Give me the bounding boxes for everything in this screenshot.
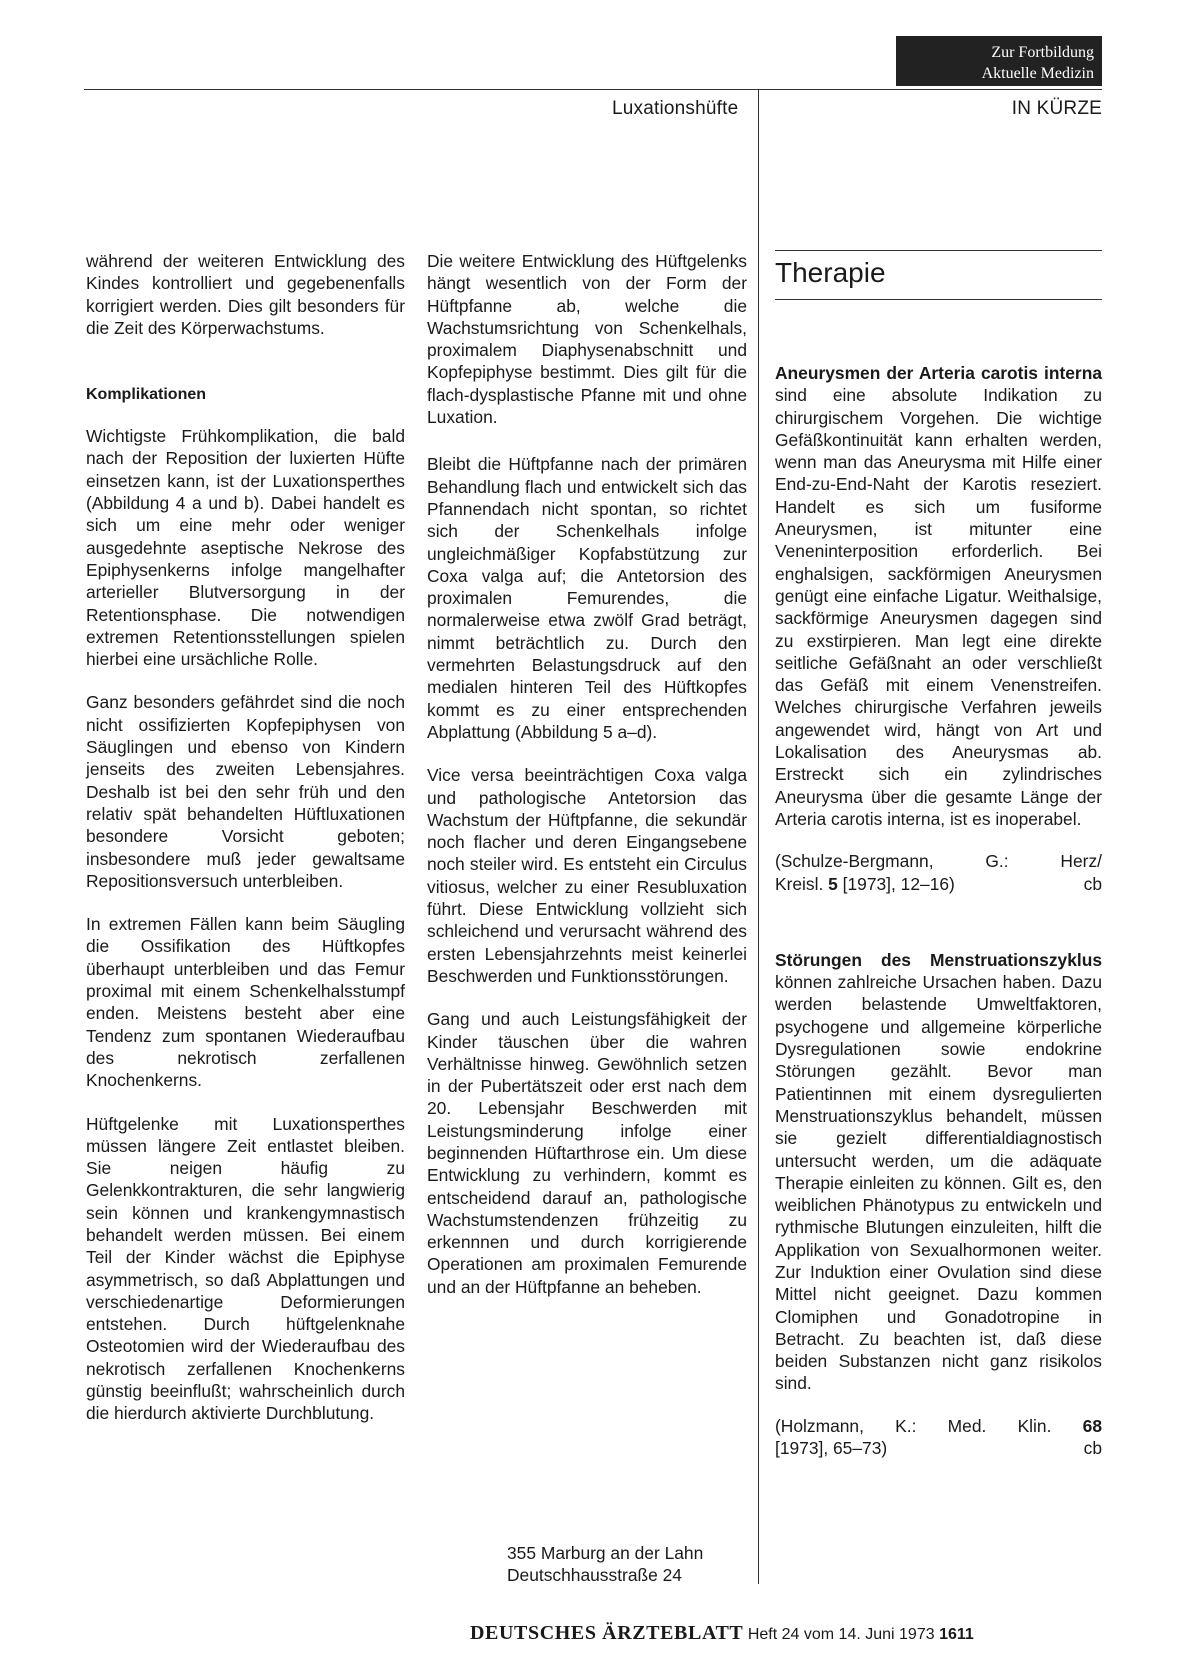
paragraph: Gang und auch Leistungsfähigkeit der Kinder täuschen über die wahren Verhältnisse hinweg. Gewöhnlich setzen in der Pubertätszeit oder erst nach dem 20. Lebensjahr Beschwerden mit Leistungsminderung infolge einer beginnenden Hüftarthrose ein. Um diese Entwicklung zu verhindern, kommt es entscheidend darauf an, pathologische Wachstumstendenzen frühzeitig zu erkennnen und durch korrigierende Operationen am proximalen Femurende und an der Hüftpfanne an beheben. bbox=[427, 1009, 747, 1297]
therapie-rule-bottom bbox=[775, 299, 1102, 300]
paragraph: Hüftgelenke mit Luxationsperthes müssen längere Zeit entlastet bleiben. Sie neigen häufig zu Gelenkkontrakturen, die sehr langwierig sein können und krankengymnastisch behandelt werden müssen. Bei einem Teil der Kinder wächst die Epiphyse asymmetrisch, so daß Abplattungen und verschiedenartige Deformierungen entstehen. Durch hüftgelenknahe Osteotomien wird der Wiederaufbau des nekrotisch zerfallenen Knochenkerns günstig beeinflußt; wahrscheinlich durch die hierdurch aktivierte Durchblutung. bbox=[86, 1113, 405, 1424]
brief-item-text: können zahlreiche Ursachen haben. Dazu werden belastende Umweltfaktoren, psychogene und allgemeine körperliche Dysregulationen sowie endokrine Störungen gezählt. Bevor man Patientinnen mit einem dysregulierten Menstruationszyklus behandelt, müssen sie gezielt differentialdiagnostisch untersucht werden, um die adäquate Therapie einleiten zu können. Gilt es, den weiblichen Phänotypus zu entwickeln und rythmische Blutungen einzuleiten, hilft die Applikation von Sexualhormonen weiter. Zur Induktion einer Ovulation sind diese Mittel nicht geeignet. Dazu kommen Clomiphen und Gonadotropine in Betracht. Zu beachten ist, daß diese beiden Substanzen nicht ganz risikolos sind. bbox=[775, 972, 1102, 1394]
article-column-2 bbox=[427, 250, 747, 1298]
magazine-name: DEUTSCHES ÄRZTEBLATT bbox=[470, 1622, 744, 1644]
paragraph: Ganz besonders gefährdet sind die noch nicht ossifizierten Kopfepiphysen von Säuglingen und ebenso von Kindern jenseits des zweiten Lebensjahres. Deshalb ist bei den sehr früh und den relativ spät behandelten Hüftluxationen besondere Vorsicht geboten; insbesondere muß jeder gewaltsame Repositionsversuch unterbleiben. bbox=[86, 692, 405, 891]
address-line-2: Deutschhausstraße 24 bbox=[507, 1565, 682, 1586]
paragraph: In extremen Fällen kann beim Säugling die Ossifikation des Hüftkopfes überhaupt unterbleiben und das Femur proximal mit einem Schenkelhalsstumpf enden. Meistens besteht aber eine Tendenz zum spontanen Wiederaufbau des nekrotisch zerfallenen Knochenkerns. bbox=[86, 914, 405, 1091]
reference-source bbox=[775, 873, 955, 895]
reference-line-2 bbox=[775, 1437, 1102, 1459]
page-footer bbox=[470, 1622, 974, 1645]
header-rule bbox=[84, 89, 1102, 90]
reference bbox=[775, 850, 1102, 895]
paragraph: während der weiteren Entwicklung des Kindes kontrolliert und gegebenenfalls korrigiert werden. Dies gilt besonders für die Zeit des Körperwachstums. bbox=[86, 251, 405, 338]
brief-item bbox=[775, 949, 1102, 1395]
brief-item-text: sind eine absolute Indikation zu chirurgischem Vorgehen. Die wichtige Gefäßkontinuität kann erhalten werden, wenn man das Aneurysma mit Hilfe einer End-zu-End-Naht der Karotis reseziert. Handelt es sich um fusiforme Aneurysmen, ist mitunter eine Veneninterposition erforderlich. Bei enghalsigen, sackförmigen Aneurysmen genügt eine einfache Ligatur. Weithalsige, sackförmige Aneurysmen dagegen sind zu exstirpieren. Man legt eine direkte seitliche Gefäßnaht an oder verschließt das Gefäß mit einem Venenstreifen. Welches chirurgische Verfahren jeweils angewendet wird, hängt von Art und Lokalisation des Aneurysmas ab. Erstreckt sich ein zylindrisches Aneurysma über die gesamte Länge der Arteria carotis interna, ist es inoperabel. bbox=[775, 385, 1102, 829]
therapie-rule-top bbox=[775, 250, 1102, 251]
issue-info: Heft 24 vom 14. Juni 1973 bbox=[747, 1626, 935, 1643]
reference-journal: Kreisl. bbox=[775, 873, 829, 894]
section-label: IN KÜRZE bbox=[1011, 98, 1102, 119]
reference-volume: 5 bbox=[828, 873, 838, 894]
therapie-heading: Therapie bbox=[775, 257, 886, 288]
column-divider bbox=[758, 89, 759, 1584]
paragraph: Wichtigste Frühkomplikation, die bald nach der Reposition der luxierten Hüfte einsetzen kann, ist der Luxationsperthes (Abbildung 4 a und b). Dabei handelt es sich um eine mehr oder weniger ausgedehnte aseptische Nekrose des Epiphysenkerns infolge mangelhafter arterieller Blutversorgung in der Retentionsphase. Die notwendigen extremen Retentionsstellungen spielen hierbei eine ursächliche Rolle. bbox=[86, 426, 405, 670]
section-badge bbox=[896, 36, 1102, 86]
reference bbox=[775, 1415, 1102, 1460]
brief-column bbox=[775, 362, 1102, 1459]
reference-initials: cb bbox=[1083, 1438, 1102, 1459]
paragraph: Die weitere Entwicklung des Hüftgelenks hängt wesentlich von der Form der Hüftpfanne ab, welche die Wachstumsrichtung von Schenkelhals, proximalem Diaphysenabschnitt und Kopfepiphyse bestimmt. Dies gilt für die flach-dysplastische Pfanne mit und ohne Luxation. bbox=[427, 251, 747, 428]
address-line-1: 355 Marburg an der Lahn bbox=[507, 1543, 704, 1563]
reference-year-pages: [1973], 12–16) bbox=[837, 873, 955, 894]
reference-volume: 68 bbox=[1082, 1415, 1102, 1436]
reference-year-pages: [1973], 65–73) bbox=[775, 1438, 888, 1459]
reference-initials: cb bbox=[1083, 873, 1102, 894]
page-number: 1611 bbox=[939, 1626, 974, 1643]
running-title: Luxationshüfte bbox=[612, 98, 739, 119]
brief-item bbox=[775, 362, 1102, 830]
reference-line-2 bbox=[775, 873, 1102, 895]
section-heading: Komplikationen bbox=[86, 386, 207, 404]
reference-line-1: (Schulze-Bergmann, G.: Herz/ bbox=[775, 851, 1102, 872]
article-column-1 bbox=[86, 250, 405, 1425]
badge-line-2: Aktuelle Medizin bbox=[981, 65, 1094, 82]
paragraph: Bleibt die Hüftpfanne nach der primären Behandlung flach und entwickelt sich das Pfannendach nicht spontan, so richtet sich der Schenkelhals infolge ungleichmäßiger Kopfabstützung zur Coxa valga auf; die Antetorsion des proximalen Femurendes, die normalerweise etwa zwölf Grad beträgt, nimmt beträchtlich zu. Durch den vermehrten Belastungsdruck auf den medialen hinteren Teil des Hüftkopfes kommt es zu einer entsprechenden Abplattung (Abbildung 5 a–d). bbox=[427, 454, 747, 742]
badge-line-1: Zur Fortbildung bbox=[991, 44, 1094, 61]
author-address bbox=[507, 1542, 703, 1587]
reference-source: (Holzmann, K.: Med. Klin. bbox=[775, 1415, 1083, 1436]
brief-item-title: Aneurysmen der Arteria carotis interna bbox=[775, 363, 1102, 383]
paragraph: Vice versa beeinträchtigen Coxa valga und pathologische Antetorsion das Wachstum der Hüftpfanne, die sekundär noch flacher und deren Eingangsebene noch steiler wird. Es entsteht ein Circulus vitiosus, welcher zu einer Resubluxation führt. Diese Entwicklung vollzieht sich schleichend und verursacht während des ersten Lebensjahrzehnts meist keinerlei Beschwerden und Funktionsstörungen. bbox=[427, 765, 747, 986]
brief-item-title: Störungen des Menstruationszyklus bbox=[775, 949, 1102, 970]
reference-line-1 bbox=[775, 1415, 1102, 1437]
